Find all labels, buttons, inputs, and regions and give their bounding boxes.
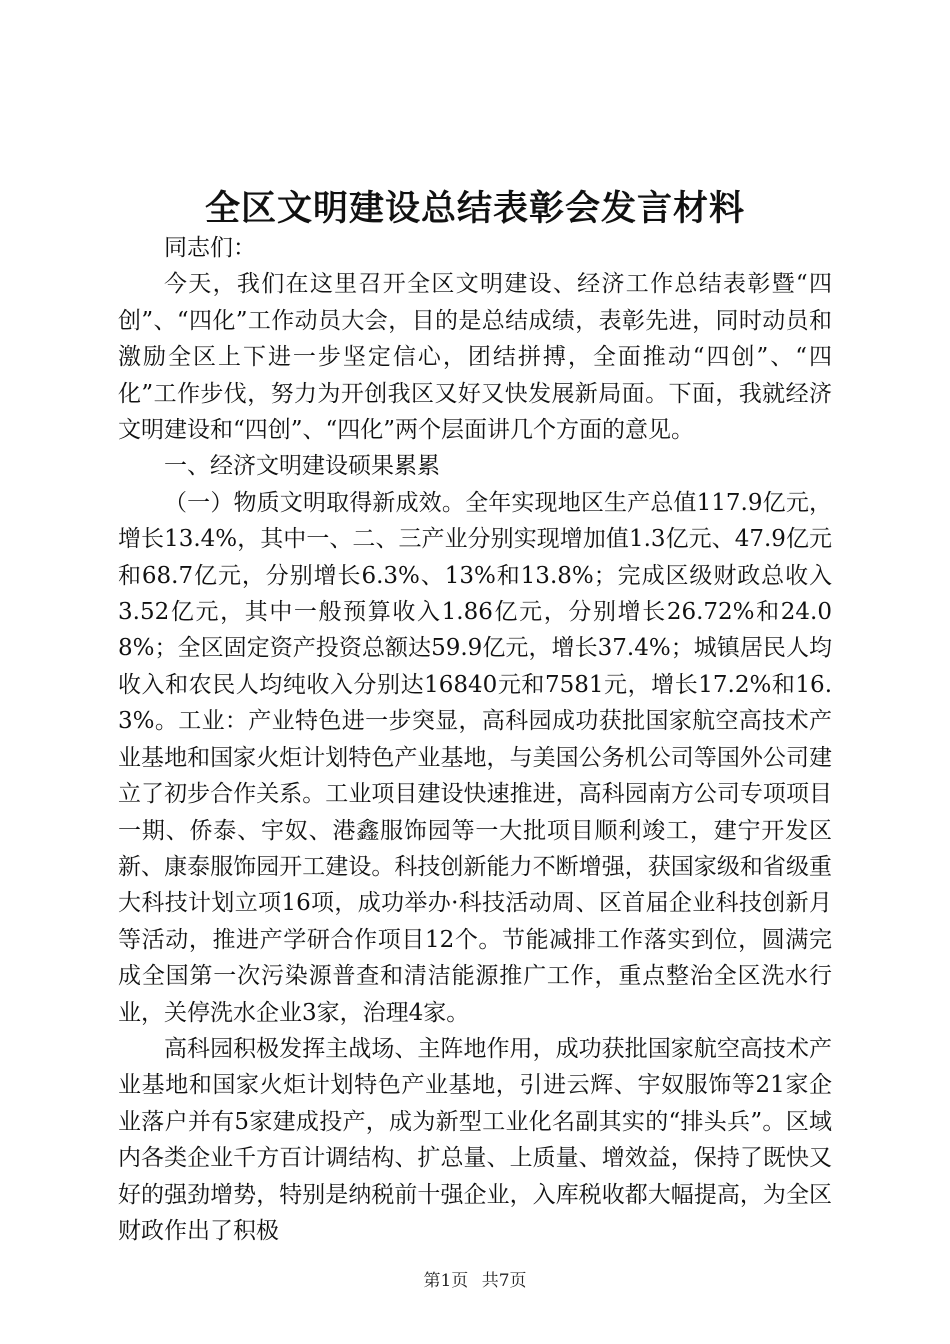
document-title: 全区文明建设总结表彰会发言材料	[204, 188, 745, 229]
page-total: 共7页	[481, 1271, 527, 1291]
section-heading: 一、经济文明建设硕果累累	[164, 453, 440, 480]
paragraph-material-civilization: （一）物质文明取得新成效。全年实现地区生产总值117.9亿元，增长13.4%，其中一、二、三产业分别实现增加值1.3亿元、47.9亿元和68.7亿元，分别增长6.3%、13%和13.8%；完成区级财政总收入3.52亿元，其中一般预算收入1.86亿元，分别增长26.72%和24.08%；全区固定资产投资总额达59.9亿元，增长37.4%；城镇居民人均收入和农民人均纯收入分别达16840元和7581元，增长17.2%和16.3%。工业：产业特色进一步突显，高科园成功获批国家航空高技术产业基地和国家火炬计划特色产业基地，与美国公务机公司等国外公司建立了初步合作关系。工业项目建设快速推进，高科园南方公司专项项目一期、侨泰、宇奴、港鑫服饰园等一大批项目顺利竣工，建宁开发区新、康泰服饰园开工建设。科技创新能力不断增强，获国家级和省级重大科技计划立项16项，成功举办·科技活动周、区首届企业科技创新月等活动，推进产学研合作项目12个。节能减排工作落实到位，圆满完成全国第一次污染源普查和清洁能源推广工作，重点整治全区洗水行业，关停洗水企业3家，治理4家。	[118, 489, 832, 1026]
paragraph-intro: 今天，我们在这里召开全区文明建设、经济工作总结表彰暨“四创”、“四化”工作动员大会，目的是总结成绩，表彰先进，同时动员和激励全区上下进一步坚定信心，团结拼搏，全面推动“四创”、“四化”工作步伐，努力为开创我区又好又快发展新局面。下面，我就经济文明建设和“四创”、“四化”两个层面讲几个方面的意见。	[118, 271, 832, 444]
document-body	[118, 230, 832, 1249]
page-footer	[0, 1270, 950, 1292]
page-number: 第1页	[423, 1271, 469, 1291]
greeting: 同志们：	[164, 235, 256, 261]
paragraph-hitech-park: 高科园积极发挥主战场、主阵地作用，成功获批国家航空高技术产业基地和国家火炬计划特色产业基地，引进云辉、宇奴服饰等21家企业落户并有5家建成投产，成为新型工业化名副其实的“排头兵”。区域内各类企业千方百计调结构、扩总量、上质量、增效益，保持了既快又好的强劲增势，特别是纳税前十强企业，入库税收都大幅提高，为全区财政作出了积极	[118, 1035, 832, 1244]
